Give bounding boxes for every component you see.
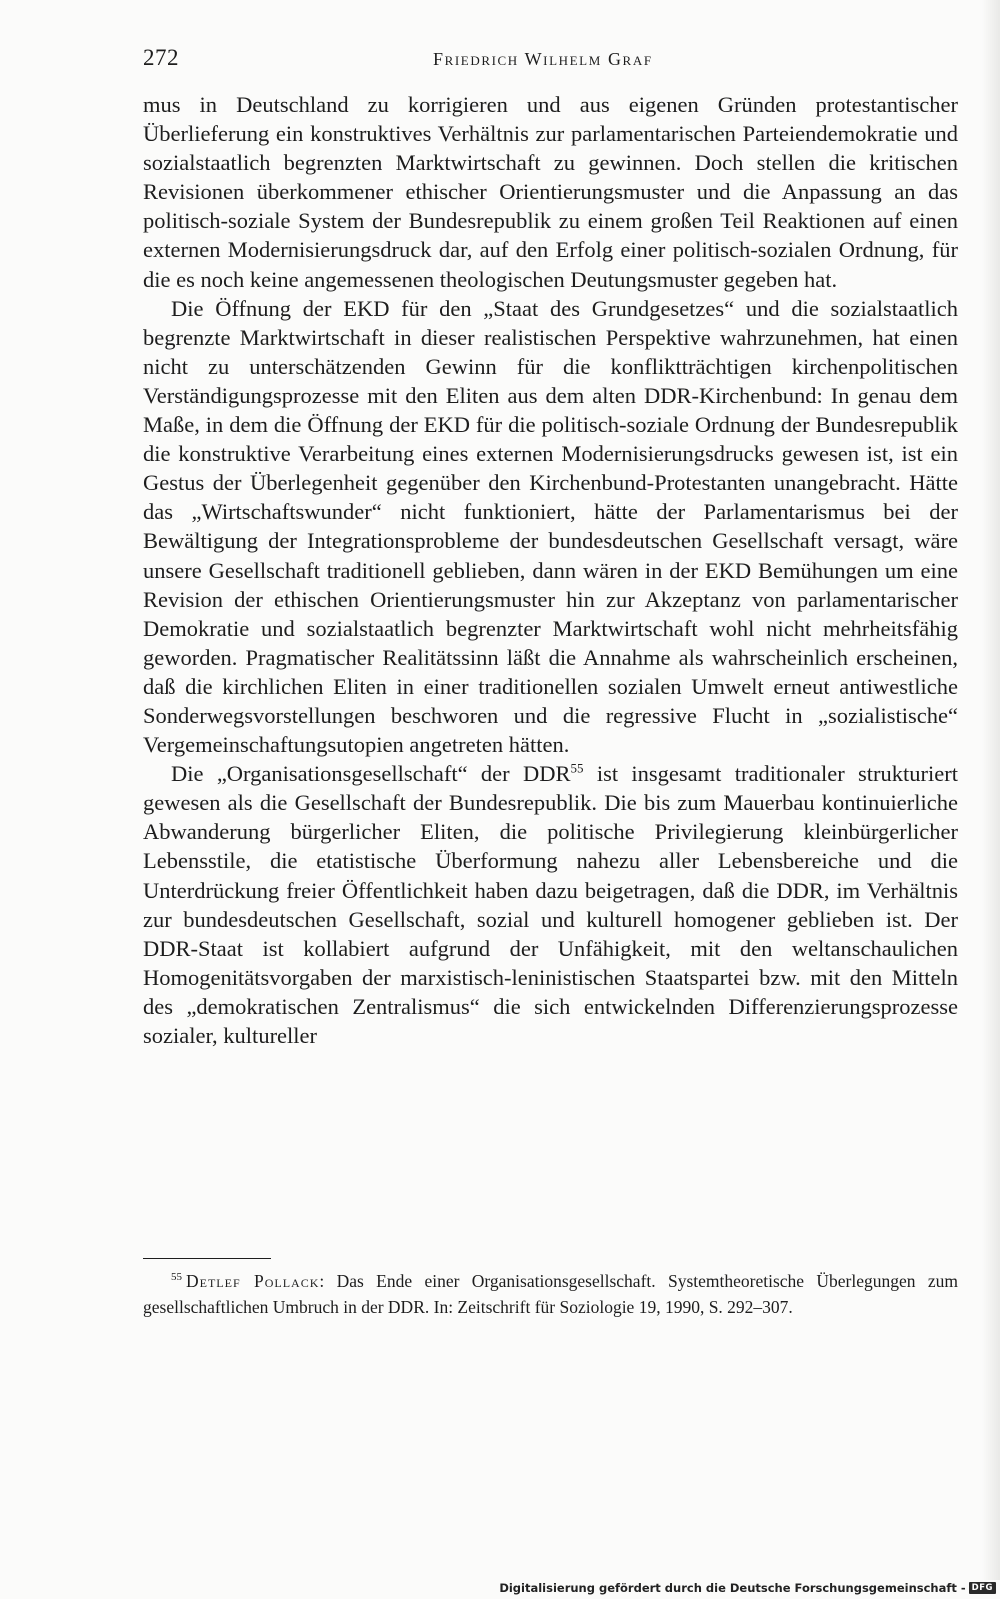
paragraph-2: Die Öffnung der EKD für den „Staat des Grundgesetzes“ und die sozialstaatlich begrenzte Marktwirtschaft in dieser realistischen Perspektive wahrzunehmen, hat einen nicht zu unterschätzenden Gewinn für die konfliktträchtigen kirchenpolitischen Verständigungsprozesse mit den Eliten aus dem alten DDR-Kirchenbund: In genau dem Maße, in dem die Öffnung der EKD für die politisch-soziale Ordnung der Bundesrepublik die konstruktive Verarbeitung eines externen Modernisierungsdrucks gewesen ist, ist ein Gestus der Überlegenheit gegenüber den Kirchenbund-Protestanten unangebracht. Hätte das „Wirtschaftswunder“ nicht funktioniert, hätte der Parlamentarismus bei der Bewältigung der Integrationsprobleme der bundesdeutschen Gesellschaft versagt, wäre unsere Gesellschaft traditionell geblieben, dann wären in der EKD Bemühungen um eine Revision der ethischen Orientierungsmuster hin zur Akzeptanz von parlamentarischer Demokratie und sozialstaatlich begrenzter Marktwirtschaft wohl nicht mehrheitsfähig geworden. Pragmatischer Realitätssinn läßt die Annahme als wahrscheinlich erscheinen, daß die kirchlichen Eliten in einer traditionellen sozialen Umwelt erneut antiwestliche Sonderwegsvorstellungen beschworen und die regressive Flucht in „sozialistische“ Vergemeinschaftungsutopien angetreten hätten. [143, 295, 958, 758]
credit-text: Digitalisierung gefördert durch die Deutsche Forschungsgemeinschaft - [499, 1581, 966, 1595]
paragraph-1: mus in Deutschland zu korrigieren und aus eigenen Gründen protestantischer Überlieferung ein konstruktives Verhältnis zur parlamentarischen Parteiendemokratie und sozialstaatlich begrenzten Marktwirtschaft zu gewinnen. Doch stellen die kritischen Revisionen überkommener ethischer Orientierungsmuster und die Anpassung an das politisch-soziale System der Bundesrepublik zu einem großen Teil Reaktionen auf einen externen Modernisierungsdruck dar, auf den Erfolg einer politisch-sozialen Ordnung, für die es noch keine angemessenen theologischen Deutungsmuster gegeben hat. [143, 92, 958, 292]
digitization-credit [499, 1580, 996, 1596]
footnote-number: 55 [171, 1271, 182, 1284]
dfg-logo: DFG [969, 1582, 996, 1594]
paragraph-3 [143, 759, 958, 1050]
footnote-reference[interactable]: 55 [570, 760, 584, 776]
paragraph-3-text-start: Die „Organisationsgesellschaft“ der DDR [171, 761, 571, 787]
page-number: 272 [143, 45, 179, 70]
paragraph-3-text-end: ist insgesamt traditionaler strukturiert gewesen als die Gesellschaft der Bundesrepublik. Die bis zum Mauerbau kontinuierliche Abwanderung bürgerlicher Eliten, die politische Privilegierung kleinbürgerlicher Lebensstile, die etatistische Überformung nahezu aller Lebensbereiche und die Unterdrückung freier Öffentlichkeit haben dazu beigetragen, daß die DDR, im Verhältnis zur bundesdeutschen Gesellschaft, sozial und kulturell homogener geblieben ist. Der DDR-Staat ist kollabiert aufgrund der Unfähigkeit, mit den weltanschaulichen Homogenitätsvorgaben der marxistisch-leninistischen Staatspartei bzw. mit den Mitteln des „demokratischen Zentralismus“ die sich entwickelnden Differenzierungsprozesse sozialer, kultureller [143, 761, 958, 1048]
page-header [143, 45, 958, 77]
running-head: Friedrich Wilhelm Graf [433, 49, 653, 69]
footnote-author: Detlef Pollack [186, 1271, 320, 1291]
footnote-text: : Das Ende einer Organisationsgesellschaft. Systemtheoretische Überlegungen zum gesellschaftlichen Umbruch in der DDR. In: Zeitschrift für Soziologie 19, 1990, S. 292–307. [143, 1271, 958, 1317]
footnote-divider [143, 1258, 271, 1259]
footnote-55 [143, 1269, 958, 1320]
footnotes [143, 1269, 958, 1320]
body-text [143, 90, 958, 1050]
page-edge-shadow [982, 0, 1000, 1580]
